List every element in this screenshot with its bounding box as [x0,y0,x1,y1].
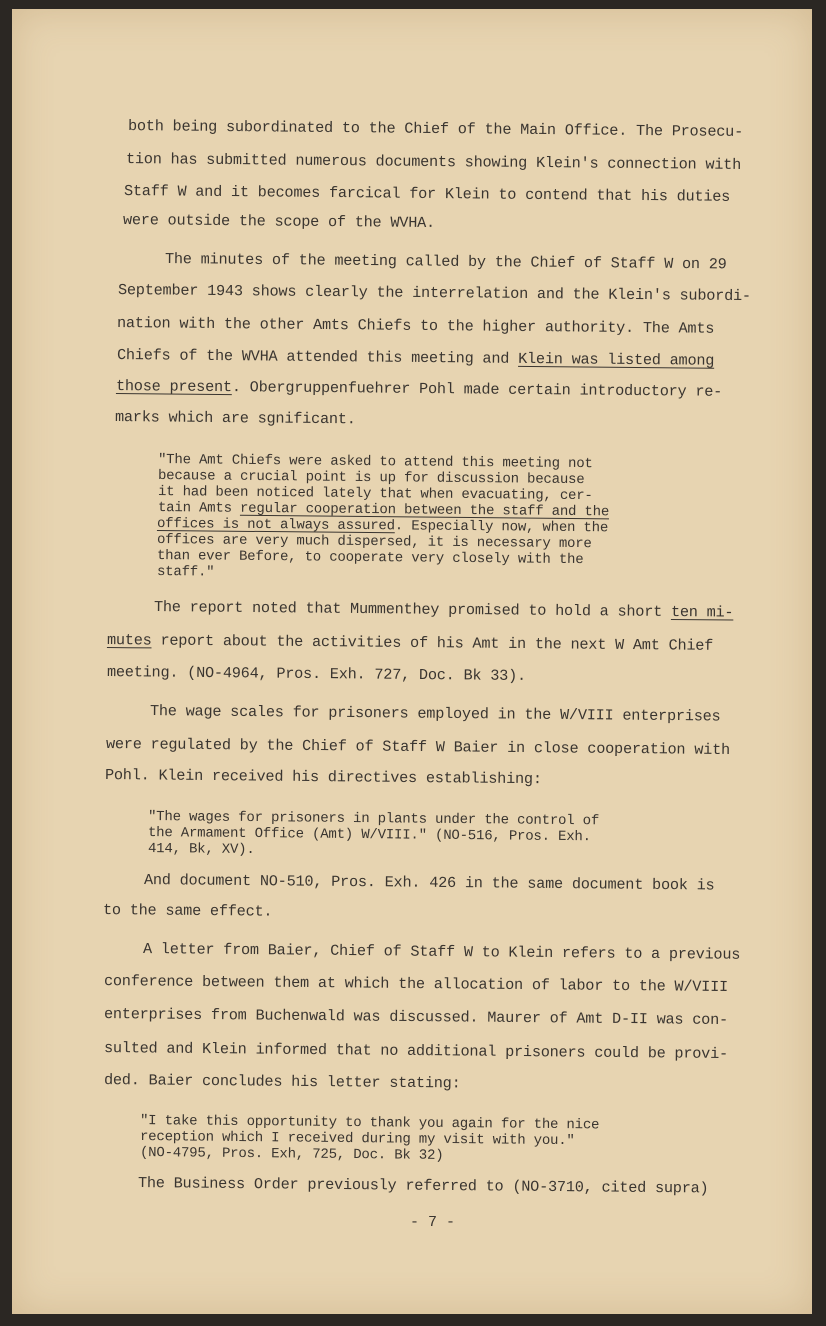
text-segment: were regulated by the Chief of Staff W Baier in close cooperation with [105,735,731,759]
text-segment: to the same effect. [102,901,273,921]
text-segment: A letter from Baier, Chief of Staff W to Klein refers to a previous [142,940,741,964]
underlined-text: those present [115,377,232,397]
quoted-text-line [157,564,215,581]
text-line [107,631,713,655]
quoted-text-line [140,1145,444,1164]
text-segment: conference between them at which the allocation of labor to the W/VIII [103,972,729,996]
text-line [128,117,743,141]
text-segment: "I take this opportunity to thank you again for the nice [139,1113,600,1134]
text-segment: . Obergruppenfuehrer Pohl made certain introductory re- [231,378,723,401]
text-segment: tion has submitted numerous documents showing Klein's connection with [125,150,742,174]
text-segment: nation with the other Amts Chiefs to the higher authority. The Amts [116,314,715,338]
text-segment: staff." [156,564,215,581]
text-segment: than ever Before, to cooperate very closely with the [156,548,584,569]
text-line [104,1039,728,1063]
text-segment: September 1943 shows clearly the interrelation and the Klein's subordi- [117,281,751,306]
text-line [143,940,740,964]
text-segment: report about the activities of his Amt in the next W Amt Chief [151,631,714,655]
text-segment: it had been noticed lately that when evacuating, cer- [157,484,593,505]
text-line [106,735,730,759]
text-line [117,346,714,370]
text-line [105,766,542,788]
quoted-text-line [148,841,255,858]
text-line [144,871,715,894]
text-segment: "The wages for prisoners in plants under the control of [147,809,600,830]
text-segment: 414, Bk, XV). [147,841,255,859]
underlined-text: Klein was listed among [518,349,715,370]
text-segment: enterprises from Buchenwald was discussed. Maurer of Amt D-II was con- [103,1005,729,1029]
text-segment: because a crucial point is up for discussion because [157,468,585,489]
text-line [165,250,727,273]
text-line [104,1071,461,1092]
text-line [107,663,526,685]
text-segment: Pohl. Klein received his directives establishing: [104,766,542,789]
text-line [154,598,734,622]
text-segment: marks which are sgnificant. [114,408,356,429]
text-segment: tain Amts [157,500,241,517]
underlined-text: offices is not always assured [156,516,395,535]
text-line [118,281,751,305]
text-segment: The Business Order previously referred to (NO-3710, cited supra) [137,1174,709,1198]
text-segment: And document NO-510, Pros. Exh. 426 in the same document book is [143,871,715,895]
text-segment: The report noted that Mummenthey promised to hold a short [153,598,672,621]
underlined-text: regular cooperation between the staff and the [239,500,610,521]
text-line [123,211,435,232]
text-line [104,972,728,996]
text-segment: "The Amt Chiefs were asked to attend this meeting not [157,452,593,473]
underlined-text: mutes [106,631,152,650]
text-segment: ded. Baier concludes his letter stating: [103,1071,461,1093]
text-line [138,1174,709,1197]
text-line [150,702,721,725]
text-segment: sulted and Klein informed that no additional prisoners could be provi- [103,1039,729,1063]
document-page [12,9,812,1314]
underlined-text: ten mi- [670,602,734,622]
text-line [104,1005,728,1029]
text-segment: the Armament Office (Amt) W/VIII." (NO-516, Pros. Exh. [147,825,591,846]
text-segment: reception which I received during my visit with you." [139,1129,575,1150]
text-segment: The minutes of the meeting called by the Chief of Staff W on 29 [164,250,727,274]
text-line [117,314,714,338]
text-segment: meeting. (NO-4964, Pros. Exh. 727, Doc. Bk 33). [106,663,527,686]
quoted-text-line [157,548,584,568]
text-line [126,150,741,174]
text-segment: were outside the scope of the WVHA. [122,211,436,232]
text-segment: The wage scales for prisoners employed in the W/VIII enterprises [149,702,721,726]
text-segment: (NO-4795, Pros. Exh, 725, Doc. Bk 32) [139,1145,444,1164]
text-line [124,182,730,206]
text-segment: Chiefs of the WVHA attended this meeting and [116,346,519,368]
text-line [116,377,722,401]
text-segment: offices are very much dispersed, it is necessary more [156,532,592,553]
text-segment: both being subordinated to the Chief of the Main Office. The Prosecu- [127,117,744,141]
text-line [115,408,356,428]
text-segment: . Especially now, when the [394,518,609,537]
text-segment: Staff W and it becomes farcical for Klein to contend that his duties [123,182,731,206]
page-number: - 7 - [410,1214,456,1231]
text-line [103,901,273,921]
